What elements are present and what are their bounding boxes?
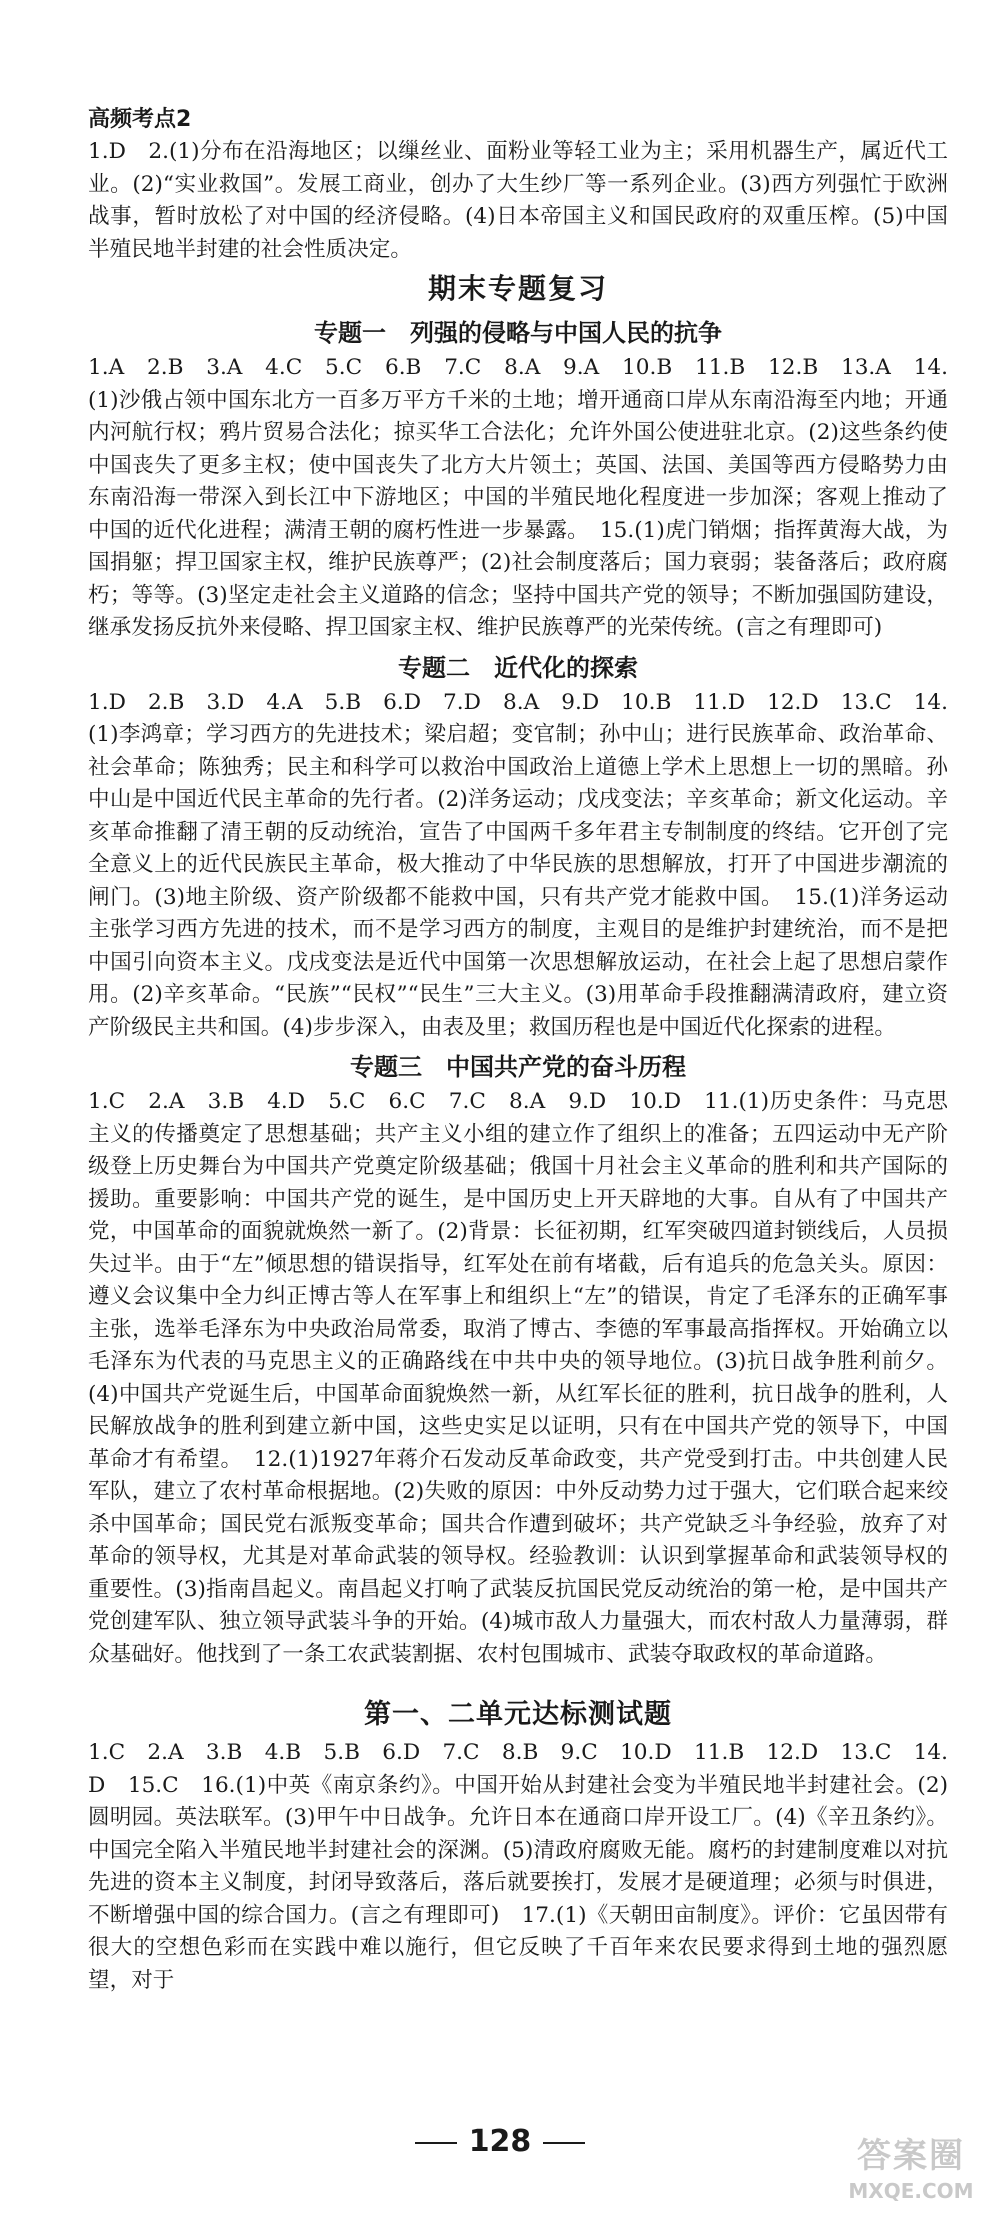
left-dash [415, 2142, 457, 2144]
topic-3-answers: 1.C 2.A 3.B 4.D 5.C 6.C 7.C 8.A 9.D 10.D 11.(1)历史条件：马克思主义的传播奠定了思想基础；共产主义小组的建立作了组织上的准备；五四运动中无产阶级登上历史舞台为中国共产党奠定阶级基础；俄国十月社会主义革命的胜利和共产国际的援助。重要影响：中国共产党的诞生，是中国历史上开天辟地的大事。自从有了中国共产党，中国革命的面貌就焕然一新了。(2)背景：长征初期，红军突破四道封锁线后，人员损失过半。由于“左”倾思想的错误指导，红军处在前有堵截，后有追兵的危急关头。原因：遵义会议集中全力纠正博古等人在军事上和组织上“左”的错误，肯定了毛泽东的正确军事主张，选举毛泽东为中央政治局常委，取消了博古、李德的军事最高指挥权。开始确立以毛泽东为代表的马克思主义的正确路线在中共中央的领导地位。(3)抗日战争胜利前夕。(4)中国共产党诞生后，中国革命面貌焕然一新，从红军长征的胜利，抗日战争的胜利，人民解放战争的胜利到建立新中国，这些史实足以证明，只有在中国共产党的领导下，中国革命才有希望。 12.(1)1927年蒋介石发动反革命政变，共产党受到打击。中共创建人民军队，建立了农村革命根据地。(2)失败的原因：中外反动势力过于强大，它们联合起来绞杀中国革命；国民党右派叛变革命；国共合作遭到破坏；共产党缺乏斗争经验，放弃了对革命的领导权，尤其是对革命武装的领导权。经验教训：认识到掌握革命和武装领导权的重要性。(3)指南昌起义。南昌起义打响了武装反抗国民党反动统治的第一枪，是中国共产党创建军队、独立领导武装斗争的开始。(4)城市敌人力量强大，而农村敌人力量薄弱，群众基础好。他找到了一条工农武装割据、农村包围城市、武装夺取政权的革命道路。 [88, 1089, 948, 1667]
topic-3-title: 专题三 中国共产党的奋斗历程 [350, 1053, 686, 1081]
answer-page [88, 104, 948, 1997]
watermark-logo [836, 2134, 986, 2218]
topic-2-answers: 1.D 2.B 3.D 4.A 5.B 6.D 7.D 8.A 9.D 10.B 11.D 12.D 13.C 14.(1)李鸿章；学习西方的先进技术；梁启超；变官制；孙中山；进行民族革命、政治革命、社会革命；陈独秀；民主和科学可以救治中国政治上道德上学术上思想上一切的黑暗。孙中山是中国近代民主革命的先行者。(2)洋务运动；戊戌变法；辛亥革命；新文化运动。辛亥革命推翻了清王朝的反动统治，宣告了中国两千多年君主专制制度的终结。它开创了完全意义上的近代民族民主革命，极大推动了中华民族的思想解放，打开了中国进步潮流的闸门。(3)地主阶级、资产阶级都不能救中国，只有共产党才能救中国。 15.(1)洋务运动主张学习西方先进的技术，而不是学习西方的制度，主观目的是维护封建统治，而不是把中国引向资本主义。戊戌变法是近代中国第一次思想解放运动，在社会上起了思想启蒙作用。(2)辛亥革命。“民族”“民权”“民生”三大主义。(3)用革命手段推翻满清政府，建立资产阶级民主共和国。(4)步步深入，由表及里；救国历程也是中国近代化探索的进程。 [88, 689, 948, 1040]
exam-answers: 1.C 2.A 3.B 4.B 5.B 6.D 7.C 8.B 9.C 10.D 11.B 12.D 13.C 14.D 15.C 16.(1)中英《南京条约》。中国开始从封建社会变为半殖民地半封建社会。(2)圆明园。英法联军。(3)甲午中日战争。允许日本在通商口岸开设工厂。(4)《辛丑条约》。中国完全陷入半殖民地半封建社会的深渊。(5)清政府腐败无能。腐朽的封建制度难以对抗先进的资本主义制度，封闭导致落后，落后就要挨打，发展才是硬道理；必须与时俱进，不断增强中国的综合国力。(言之有理即可) 17.(1)《天朝田亩制度》。评价：它虽因带有很大的空想色彩而在实践中难以施行，但它反映了千百年来农民要求得到土地的强烈愿望，对于 [88, 1740, 948, 1993]
section-label: 高频考点2 [88, 107, 192, 132]
topic-1-answers: 1.A 2.B 3.A 4.C 5.C 6.B 7.C 8.A 9.A 10.B 11.B 12.B 13.A 14.(1)沙俄占领中国东北方一百多万平方千米的土地；增开通商口岸从东南沿海至内地；开通内河航行权；鸦片贸易合法化；掠买华工合法化；允许外国公使进驻北京。(2)这些条约使中国丧失了更多主权；使中国丧失了北方大片领土；英国、法国、美国等西方侵略势力由东南沿海一带深入到长江中下游地区；中国的半殖民地化程度进一步加深；客观上推动了中国的近代化进程；满清王朝的腐朽性进一步暴露。 15.(1)虎门销烟；指挥黄海大战，为国捐躯；捍卫国家主权，维护民族尊严；(2)社会制度落后；国力衰弱；装备落后；政府腐朽；等等。(3)坚定走社会主义道路的信念；坚持中国共产党的领导；不断加强国防建设，继承发扬反抗外来侵略、捍卫国家主权、维护民族尊严的光荣传统。(言之有理即可) [88, 355, 948, 640]
section-answers: 1.D 2.(1)分布在沿海地区；以缫丝业、面粉业等轻工业为主；采用机器生产，属近代工业。(2)“实业救国”。发展工商业，创办了大生纱厂等一系列企业。(3)西方列强忙于欧洲战事，暂时放松了对中国的经济侵略。(4)日本帝国主义和国民政府的双重压榨。(5)中国半殖民地半封建的社会性质决定。 [88, 139, 948, 262]
main-title: 期末专题复习 [427, 272, 608, 305]
page-number-text: 128 [468, 2124, 532, 2159]
topic-2-title: 专题二 近代化的探索 [398, 653, 638, 682]
watermark-logo-text: 答案圈 [857, 2136, 965, 2176]
watermark-url: MXQE.COM [848, 2179, 974, 2203]
right-dash [543, 2142, 585, 2144]
exam-title: 第一、二单元达标测试题 [364, 1699, 672, 1730]
topic-1-title: 专题一 列强的侵略与中国人民的抗争 [314, 319, 722, 347]
